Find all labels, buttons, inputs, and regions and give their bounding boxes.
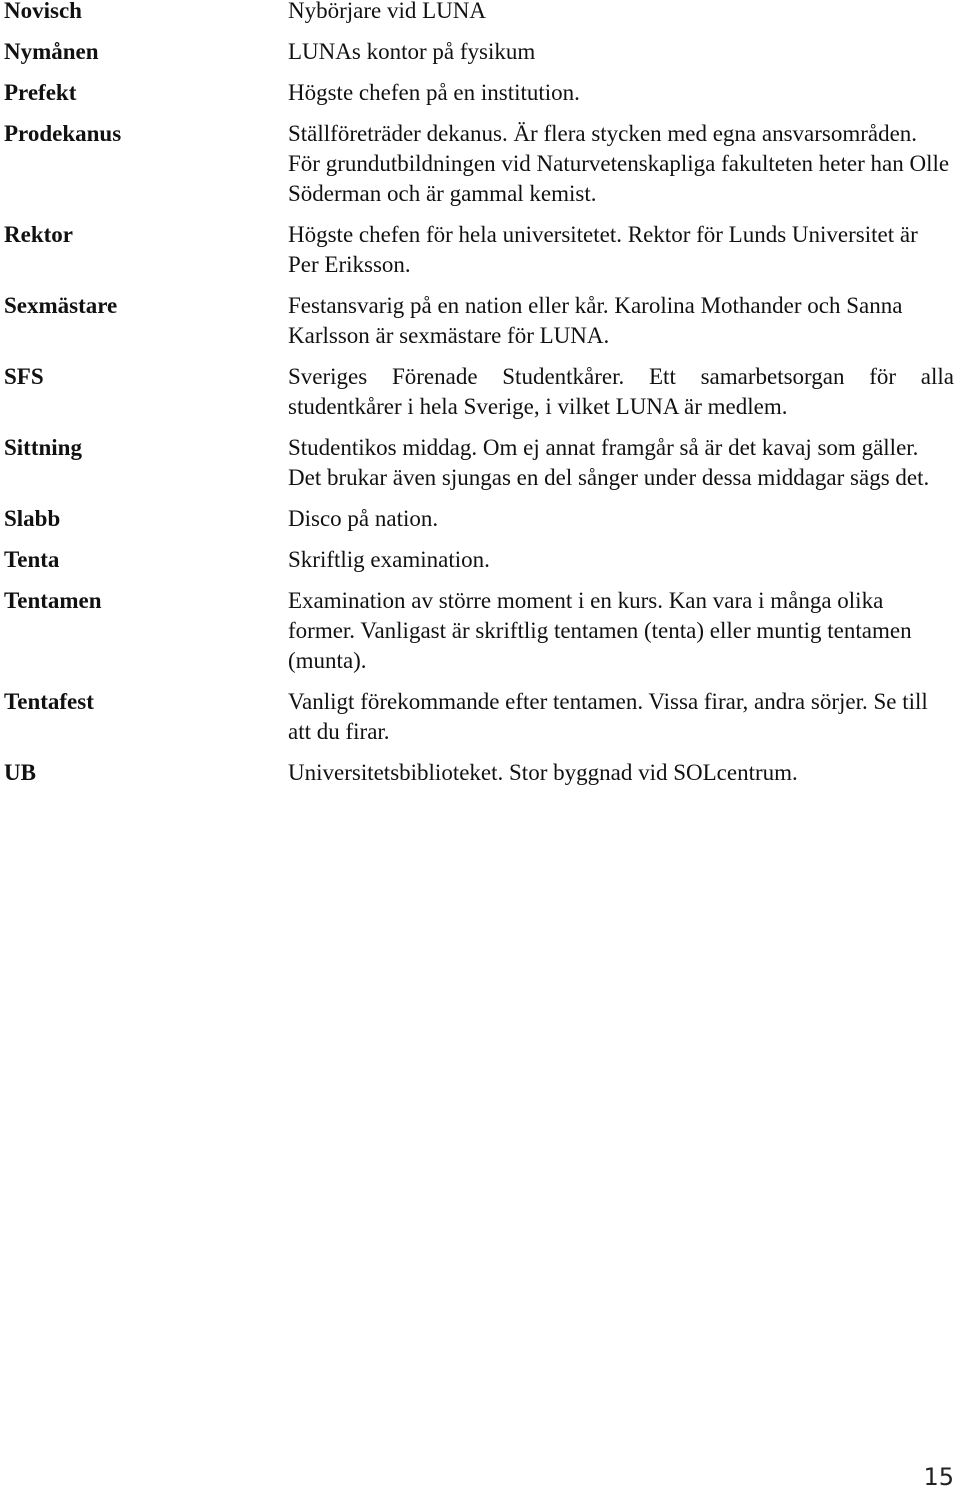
- glossary-entry-sittning: [4, 433, 954, 493]
- glossary-definition: Disco på nation.: [288, 506, 439, 531]
- glossary-entry-rektor: [4, 220, 954, 280]
- glossary-definition: LUNAs kontor på fysikum: [288, 39, 536, 64]
- glossary-term: Rektor: [4, 222, 73, 247]
- glossary-definition: Ställföreträder dekanus. Är flera stycken med egna ansvarsområden. För grundutbildningen vid Naturvetenskapliga fakulteten heter han Olle Söderman och är gammal kemist.: [288, 121, 950, 206]
- glossary-entry-tentamen: [4, 586, 954, 676]
- glossary-definition: Examination av större moment i en kurs. Kan vara i många olika former. Vanligast är skriftlig tentamen (tenta) eller muntig tentamen (munta).: [288, 588, 912, 673]
- glossary-entry-tentafest: [4, 687, 954, 747]
- glossary-term: Tentamen: [4, 588, 102, 613]
- glossary-term: Tentafest: [4, 689, 94, 714]
- glossary-entry-prefekt: [4, 78, 954, 108]
- glossary-entry-sfs: [4, 362, 954, 422]
- glossary-definition: Högste chefen för hela universitetet. Rektor för Lunds Universitet är Per Eriksson.: [288, 222, 918, 277]
- glossary-term: Sexmästare: [4, 293, 118, 318]
- glossary-term: Nymånen: [4, 39, 99, 64]
- glossary-definition: Högste chefen på en institution.: [288, 80, 580, 105]
- glossary-definition: Skriftlig examination.: [288, 547, 490, 572]
- glossary-entry-ub: [4, 758, 954, 788]
- glossary-entry-tenta: [4, 545, 954, 575]
- glossary-term: Prodekanus: [4, 121, 122, 146]
- glossary-term: Tenta: [4, 547, 60, 572]
- glossary-definition: Studentikos middag. Om ej annat framgår så är det kavaj som gäller. Det brukar även sjungas en del sånger under dessa middagar sägs det.: [288, 435, 930, 490]
- glossary-definition: Nybörjare vid LUNA: [288, 0, 487, 23]
- glossary-entry-sexmastare: [4, 291, 954, 351]
- glossary-list: [4, 0, 954, 788]
- glossary-term: UB: [4, 760, 36, 785]
- glossary-definition: Sveriges Förenade Studentkårer. Ett samarbetsorgan för alla studentkårer i hela Sverige, i vilket LUNA är medlem.: [288, 364, 954, 419]
- glossary-term: Prefekt: [4, 80, 77, 105]
- glossary-entry-nymanen: [4, 37, 954, 67]
- glossary-term: Novisch: [4, 0, 82, 23]
- glossary-entry-novisch: [4, 0, 954, 26]
- glossary-term: Slabb: [4, 506, 61, 531]
- page-number: 15: [923, 1463, 954, 1491]
- glossary-entry-slabb: [4, 504, 954, 534]
- glossary-entry-prodekanus: [4, 119, 954, 209]
- glossary-definition: Universitetsbiblioteket. Stor byggnad vid SOLcentrum.: [288, 760, 798, 785]
- glossary-definition: Vanligt förekommande efter tentamen. Vissa firar, andra sörjer. Se till att du firar.: [288, 689, 928, 744]
- glossary-term: Sittning: [4, 435, 82, 460]
- glossary-term: SFS: [4, 364, 44, 389]
- glossary-definition: Festansvarig på en nation eller kår. Karolina Mothander och Sanna Karlsson är sexmästare för LUNA.: [288, 293, 903, 348]
